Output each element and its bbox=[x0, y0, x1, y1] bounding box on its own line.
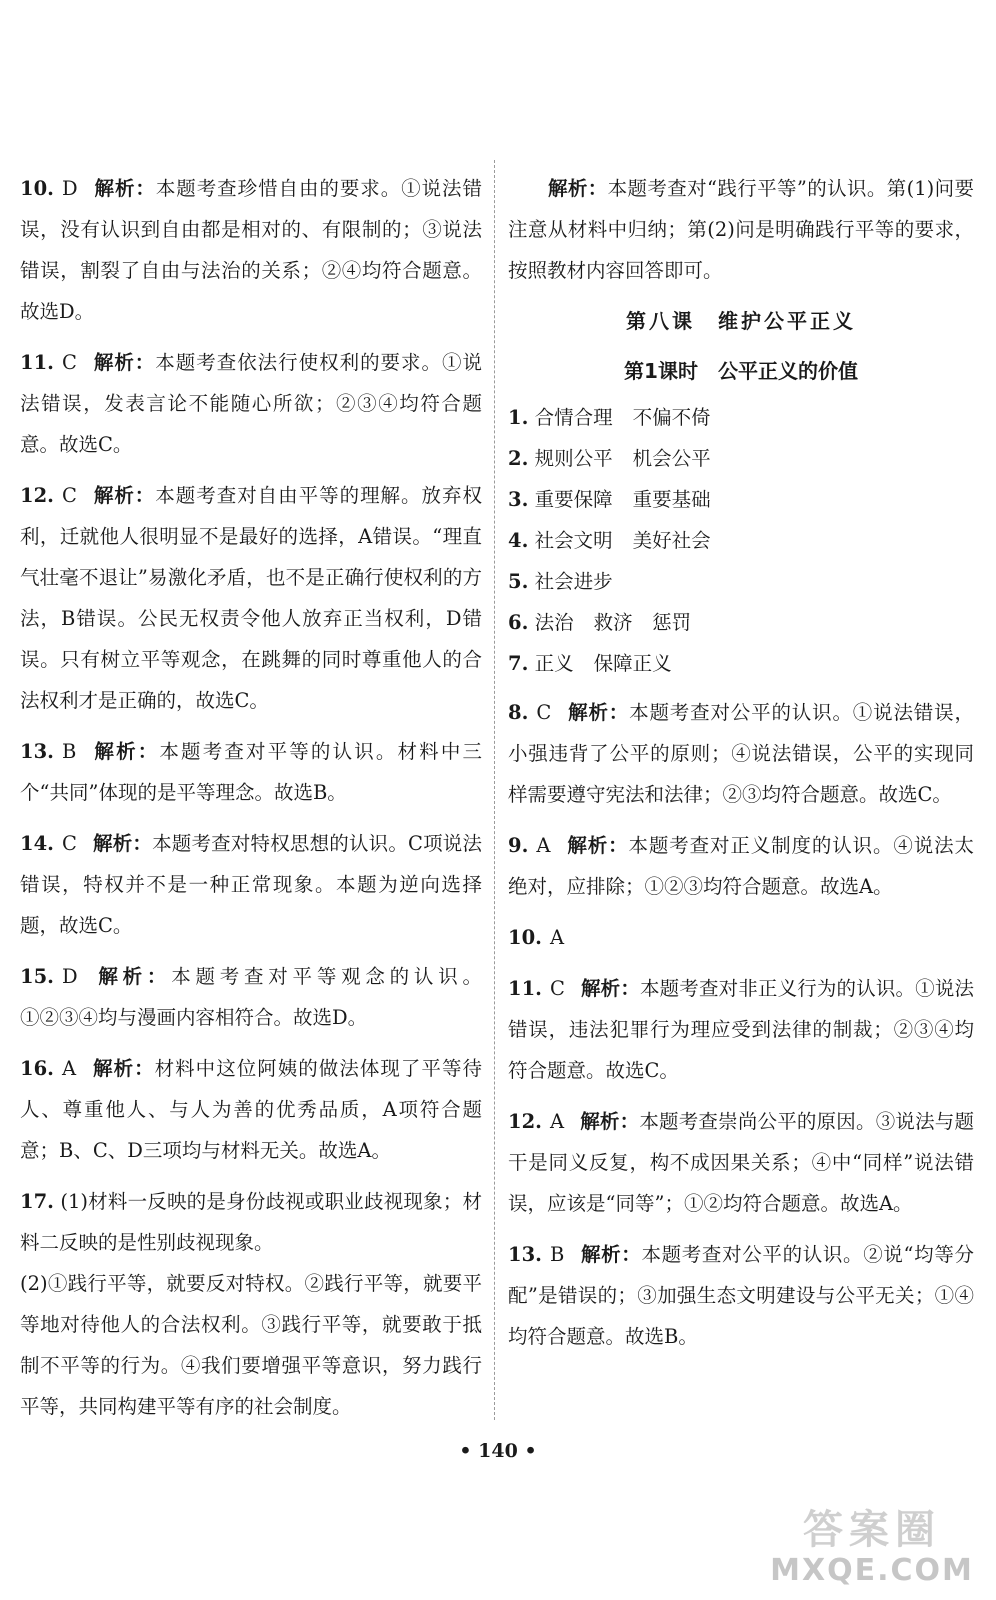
fill-item: 3. 重要保障 重要基础 bbox=[508, 488, 711, 511]
watermark-top: 答案圈 bbox=[803, 1507, 941, 1553]
answer-item-17-analysis: 解析：本题考查对“践行平等”的认识。第(1)问要注意从材料中归纳；第(2)问是明确践行平等的要求，按照教材内容回答即可。 bbox=[508, 177, 974, 282]
answer-item: 11. C 解析：本题考查依法行使权利的要求。①说法错误，发表言论不能随心所欲；②③④均符合题意。故选C。 bbox=[20, 351, 482, 456]
page-number: • 140 • bbox=[459, 1440, 537, 1462]
period-title: 第1课时 公平正义的价值 bbox=[624, 359, 858, 383]
watermark-logo bbox=[762, 1506, 982, 1590]
answer-item-17-part2: (2)①践行平等，就要反对特权。②践行平等，就要平等地对待他人的合法权利。③践行平等，就要敢于抵制不平等的行为。④我们要增强平等意识，努力践行平等，共同构建平等有序的社会制度。 bbox=[20, 1272, 482, 1418]
left-column bbox=[20, 168, 482, 1437]
answer-item: 12. A 解析：本题考查崇尚公平的原因。③说法与题干是同义反复，构不成因果关系；④中“同样”说法错误，应该是“同等”；①②均符合题意。故选A。 bbox=[508, 1110, 974, 1215]
answer-item: 13. B 解析：本题考查对公平的认识。②说“均等分配”是错误的；③加强生态文明建设与公平无关；①④均符合题意。故选B。 bbox=[508, 1243, 974, 1348]
fill-item: 7. 正义 保障正义 bbox=[508, 652, 672, 675]
fill-item: 4. 社会文明 美好社会 bbox=[508, 529, 711, 552]
watermark-bottom: MXQE.COM bbox=[770, 1553, 974, 1588]
answer-item-17: 17. (1)材料一反映的是身份歧视或职业歧视现象；材料二反映的是性别歧视现象。 (2)①践行平等，就要反对特权。②践行平等，就要平等地对待他人的合法权利。③践行平等，就要敢于抵制不平等的行为。④我们要增强平等意识，努力践行平等，共同构建平等有序的社会制度。 bbox=[20, 1181, 482, 1427]
answer-item: 15. D 解析：本题考查对平等观念的认识。①②③④均与漫画内容相符合。故选D。 bbox=[20, 965, 482, 1029]
answer-item: 13. B 解析：本题考查对平等的认识。材料中三个“共同”体现的是平等理念。故选B。 bbox=[20, 740, 482, 804]
answer-item: 16. A 解析：材料中这位阿姨的做法体现了平等待人、尊重他人、与人为善的优秀品质，A项符合题意；B、C、D三项均与材料无关。故选A。 bbox=[20, 1057, 482, 1162]
fill-item: 1. 合情合理 不偏不倚 bbox=[508, 406, 711, 429]
answer-item: 14. C 解析：本题考查对特权思想的认识。C项说法错误，特权并不是一种正常现象。本题为逆向选择题，故选C。 bbox=[20, 832, 482, 937]
answer-item: 9. A 解析：本题考查对正义制度的认识。④说法太绝对，应排除；①②③均符合题意。故选A。 bbox=[508, 834, 974, 898]
column-divider bbox=[494, 160, 495, 1420]
answer-item: 12. C 解析：本题考查对自由平等的理解。放弃权利，迁就他人很明显不是最好的选择，A错误。“理直气壮毫不退让”易激化矛盾，也不是正确行使权利的方法，B错误。公民无权责令他人放弃正当权利，D错误。只有树立平等观念，在跳舞的同时尊重他人的合法权利才是正确的，故选C。 bbox=[20, 484, 482, 712]
lesson-title: 第八课 维护公平正义 bbox=[626, 309, 856, 333]
answer-item: 10. A bbox=[508, 926, 565, 949]
answer-item: 10. D 解析：本题考查珍惜自由的要求。①说法错误，没有认识到自由都是相对的、有限制的；③说法错误，割裂了自由与法治的关系；②④均符合题意。故选D。 bbox=[20, 177, 482, 323]
fill-item: 2. 规则公平 机会公平 bbox=[508, 447, 711, 470]
right-column bbox=[508, 168, 974, 1367]
fill-item: 5. 社会进步 bbox=[508, 570, 613, 593]
fill-item: 6. 法治 救济 惩罚 bbox=[508, 611, 692, 634]
answer-item: 11. C 解析：本题考查对非正义行为的认识。①说法错误，违法犯罪行为理应受到法律的制裁；②③④均符合题意。故选C。 bbox=[508, 977, 974, 1082]
answer-item: 8. C 解析：本题考查对公平的认识。①说法错误，小强违背了公平的原则；④说法错误，公平的实现同样需要遵守宪法和法律；②③均符合题意。故选C。 bbox=[508, 701, 974, 806]
